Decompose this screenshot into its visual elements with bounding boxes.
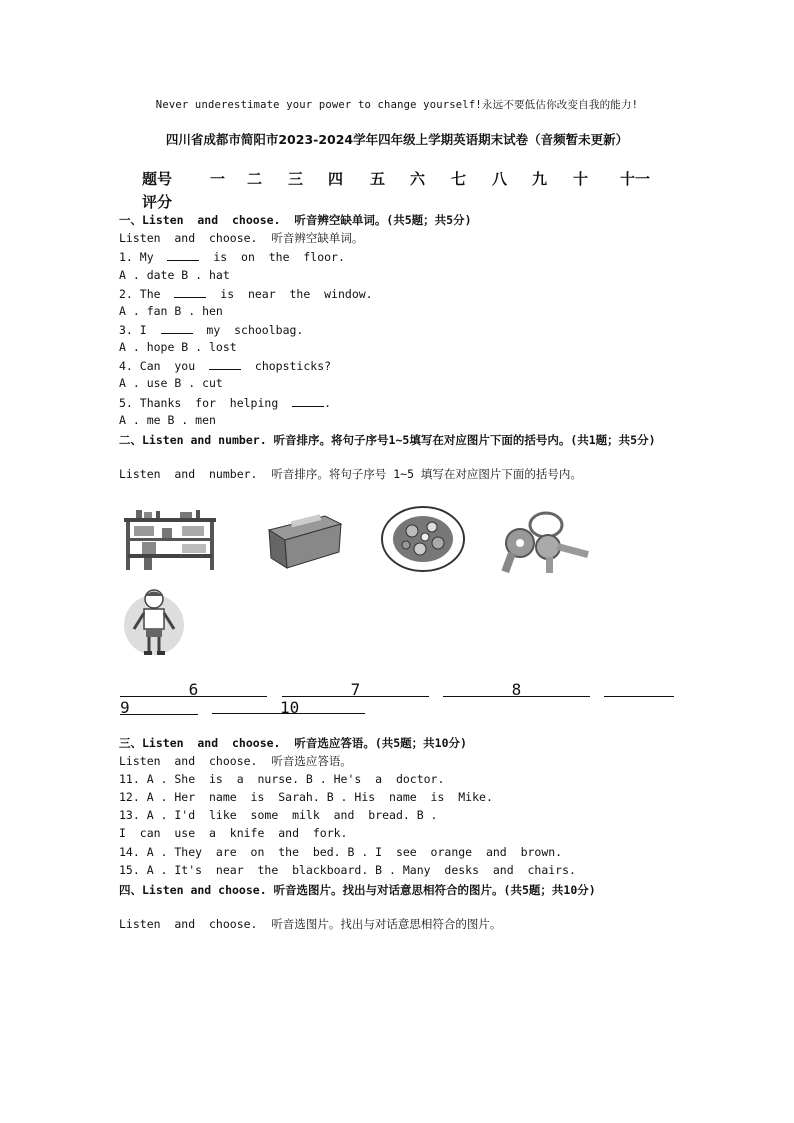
section2-instruction: Listen and number. 听音排序。将句子序号 1~5 填写在对应图片下面的括号内。 bbox=[119, 467, 582, 481]
question-2 bbox=[119, 286, 373, 302]
answer-blank[interactable] bbox=[161, 322, 193, 334]
question-12: 12. A . Her name is Sarah. B . His name is Mike. bbox=[119, 790, 493, 804]
section4-instruction: Listen and choose. 听音选图片。找出与对话意思相符合的图片。 bbox=[119, 917, 502, 931]
answer-line-7[interactable] bbox=[282, 680, 429, 699]
score-col-5: 五 bbox=[370, 170, 386, 188]
salad-plate-picture bbox=[380, 505, 466, 573]
score-col-11: 十一 bbox=[620, 170, 651, 188]
answer-number: 9 bbox=[120, 698, 130, 717]
score-col-7: 七 bbox=[451, 170, 467, 188]
exam-title: 四川省成都市简阳市2023-2024学年四年级上学期英语期末试卷（音频暂未更新） bbox=[165, 132, 629, 147]
question-4-options: A . use B . cut bbox=[119, 376, 223, 390]
answer-line-10[interactable] bbox=[212, 698, 365, 717]
question-14: 14. A . They are on the bed. B . I see orange and brown. bbox=[119, 845, 563, 859]
section4-heading: 四、Listen and choose. 听音选图片。找出与对话意思相符合的图片。(共5题；共10分) bbox=[119, 883, 596, 897]
score-col-2: 二 bbox=[247, 170, 263, 188]
question-11: 11. A . She is a nurse. B . He's a doctor. bbox=[119, 772, 445, 786]
answer-number: 10 bbox=[280, 698, 300, 717]
pencil-box-picture bbox=[265, 510, 345, 570]
score-col-6: 六 bbox=[410, 170, 426, 188]
section1-heading: 一、Listen and choose. 听音辨空缺单词。(共5题；共5分) bbox=[119, 213, 472, 227]
question-13-option-b: I can use a knife and fork. bbox=[119, 826, 348, 840]
score-row-label: 评分 bbox=[142, 193, 173, 211]
motto-line: Never underestimate your power to change yourself!永远不要低估你改变自我的能力! bbox=[155, 99, 639, 111]
section1-instruction: Listen and choose. 听音辨空缺单词。 bbox=[119, 231, 364, 245]
score-table-header bbox=[142, 168, 672, 188]
answer-blank[interactable] bbox=[167, 249, 199, 261]
q2-text-pre: 2. The bbox=[119, 287, 161, 301]
score-col-9: 九 bbox=[532, 170, 548, 188]
score-col-8: 八 bbox=[492, 170, 508, 188]
question-3-options: A . hope B . lost bbox=[119, 340, 237, 354]
score-header-label: 题号 bbox=[142, 170, 173, 188]
q2-text-post: is near the window. bbox=[220, 287, 373, 301]
score-col-3: 三 bbox=[288, 170, 304, 188]
section3-instruction: Listen and choose. 听音选应答语。 bbox=[119, 754, 352, 768]
score-col-4: 四 bbox=[328, 170, 344, 188]
keys-picture bbox=[498, 505, 594, 575]
q1-text-pre: 1. My bbox=[119, 250, 154, 264]
q4-text-post: chopsticks? bbox=[254, 359, 332, 373]
score-col-1: 一 bbox=[210, 170, 226, 188]
question-5-options: A . me B . men bbox=[119, 413, 216, 427]
question-15: 15. A . It's near the blackboard. B . Many desks and chairs. bbox=[119, 863, 576, 877]
section2-heading: 二、Listen and number. 听音排序。将句子序号1~5填写在对应图片下面的括号内。(共1题；共5分) bbox=[119, 433, 656, 447]
score-col-10: 十 bbox=[573, 170, 589, 188]
q1-text-post: is on the floor. bbox=[213, 250, 345, 264]
answer-line-8[interactable] bbox=[443, 680, 590, 699]
answer-line-9[interactable] bbox=[120, 698, 198, 717]
answer-number: 7 bbox=[350, 680, 361, 699]
question-13: 13. A . I'd like some milk and bread. B . bbox=[119, 808, 438, 822]
question-3 bbox=[119, 322, 303, 338]
q5-text-pre: 5. Thanks for helping bbox=[119, 396, 279, 410]
question-2-options: A . fan B . hen bbox=[119, 304, 223, 318]
answer-number: 6 bbox=[188, 680, 199, 699]
q5-text-post: . bbox=[324, 396, 332, 410]
question-1 bbox=[119, 249, 345, 265]
section3-heading: 三、Listen and choose. 听音选应答语。(共5题；共10分) bbox=[119, 736, 467, 750]
answer-blank[interactable] bbox=[174, 286, 206, 298]
answer-blank[interactable] bbox=[292, 395, 324, 407]
q3-text-post: my schoolbag. bbox=[206, 323, 304, 337]
boy-picture bbox=[122, 585, 186, 657]
answer-line-9-start[interactable] bbox=[604, 683, 674, 697]
question-1-options: A . date B . hat bbox=[119, 268, 230, 282]
answer-blank[interactable] bbox=[209, 358, 241, 370]
question-5 bbox=[119, 395, 331, 411]
q3-text-pre: 3. I bbox=[119, 323, 147, 337]
answer-line-6[interactable] bbox=[120, 680, 267, 699]
bookshelf-desk-picture bbox=[122, 510, 218, 572]
q4-text-pre: 4. Can you bbox=[119, 359, 196, 373]
question-4 bbox=[119, 358, 331, 374]
answer-number: 8 bbox=[511, 680, 522, 699]
